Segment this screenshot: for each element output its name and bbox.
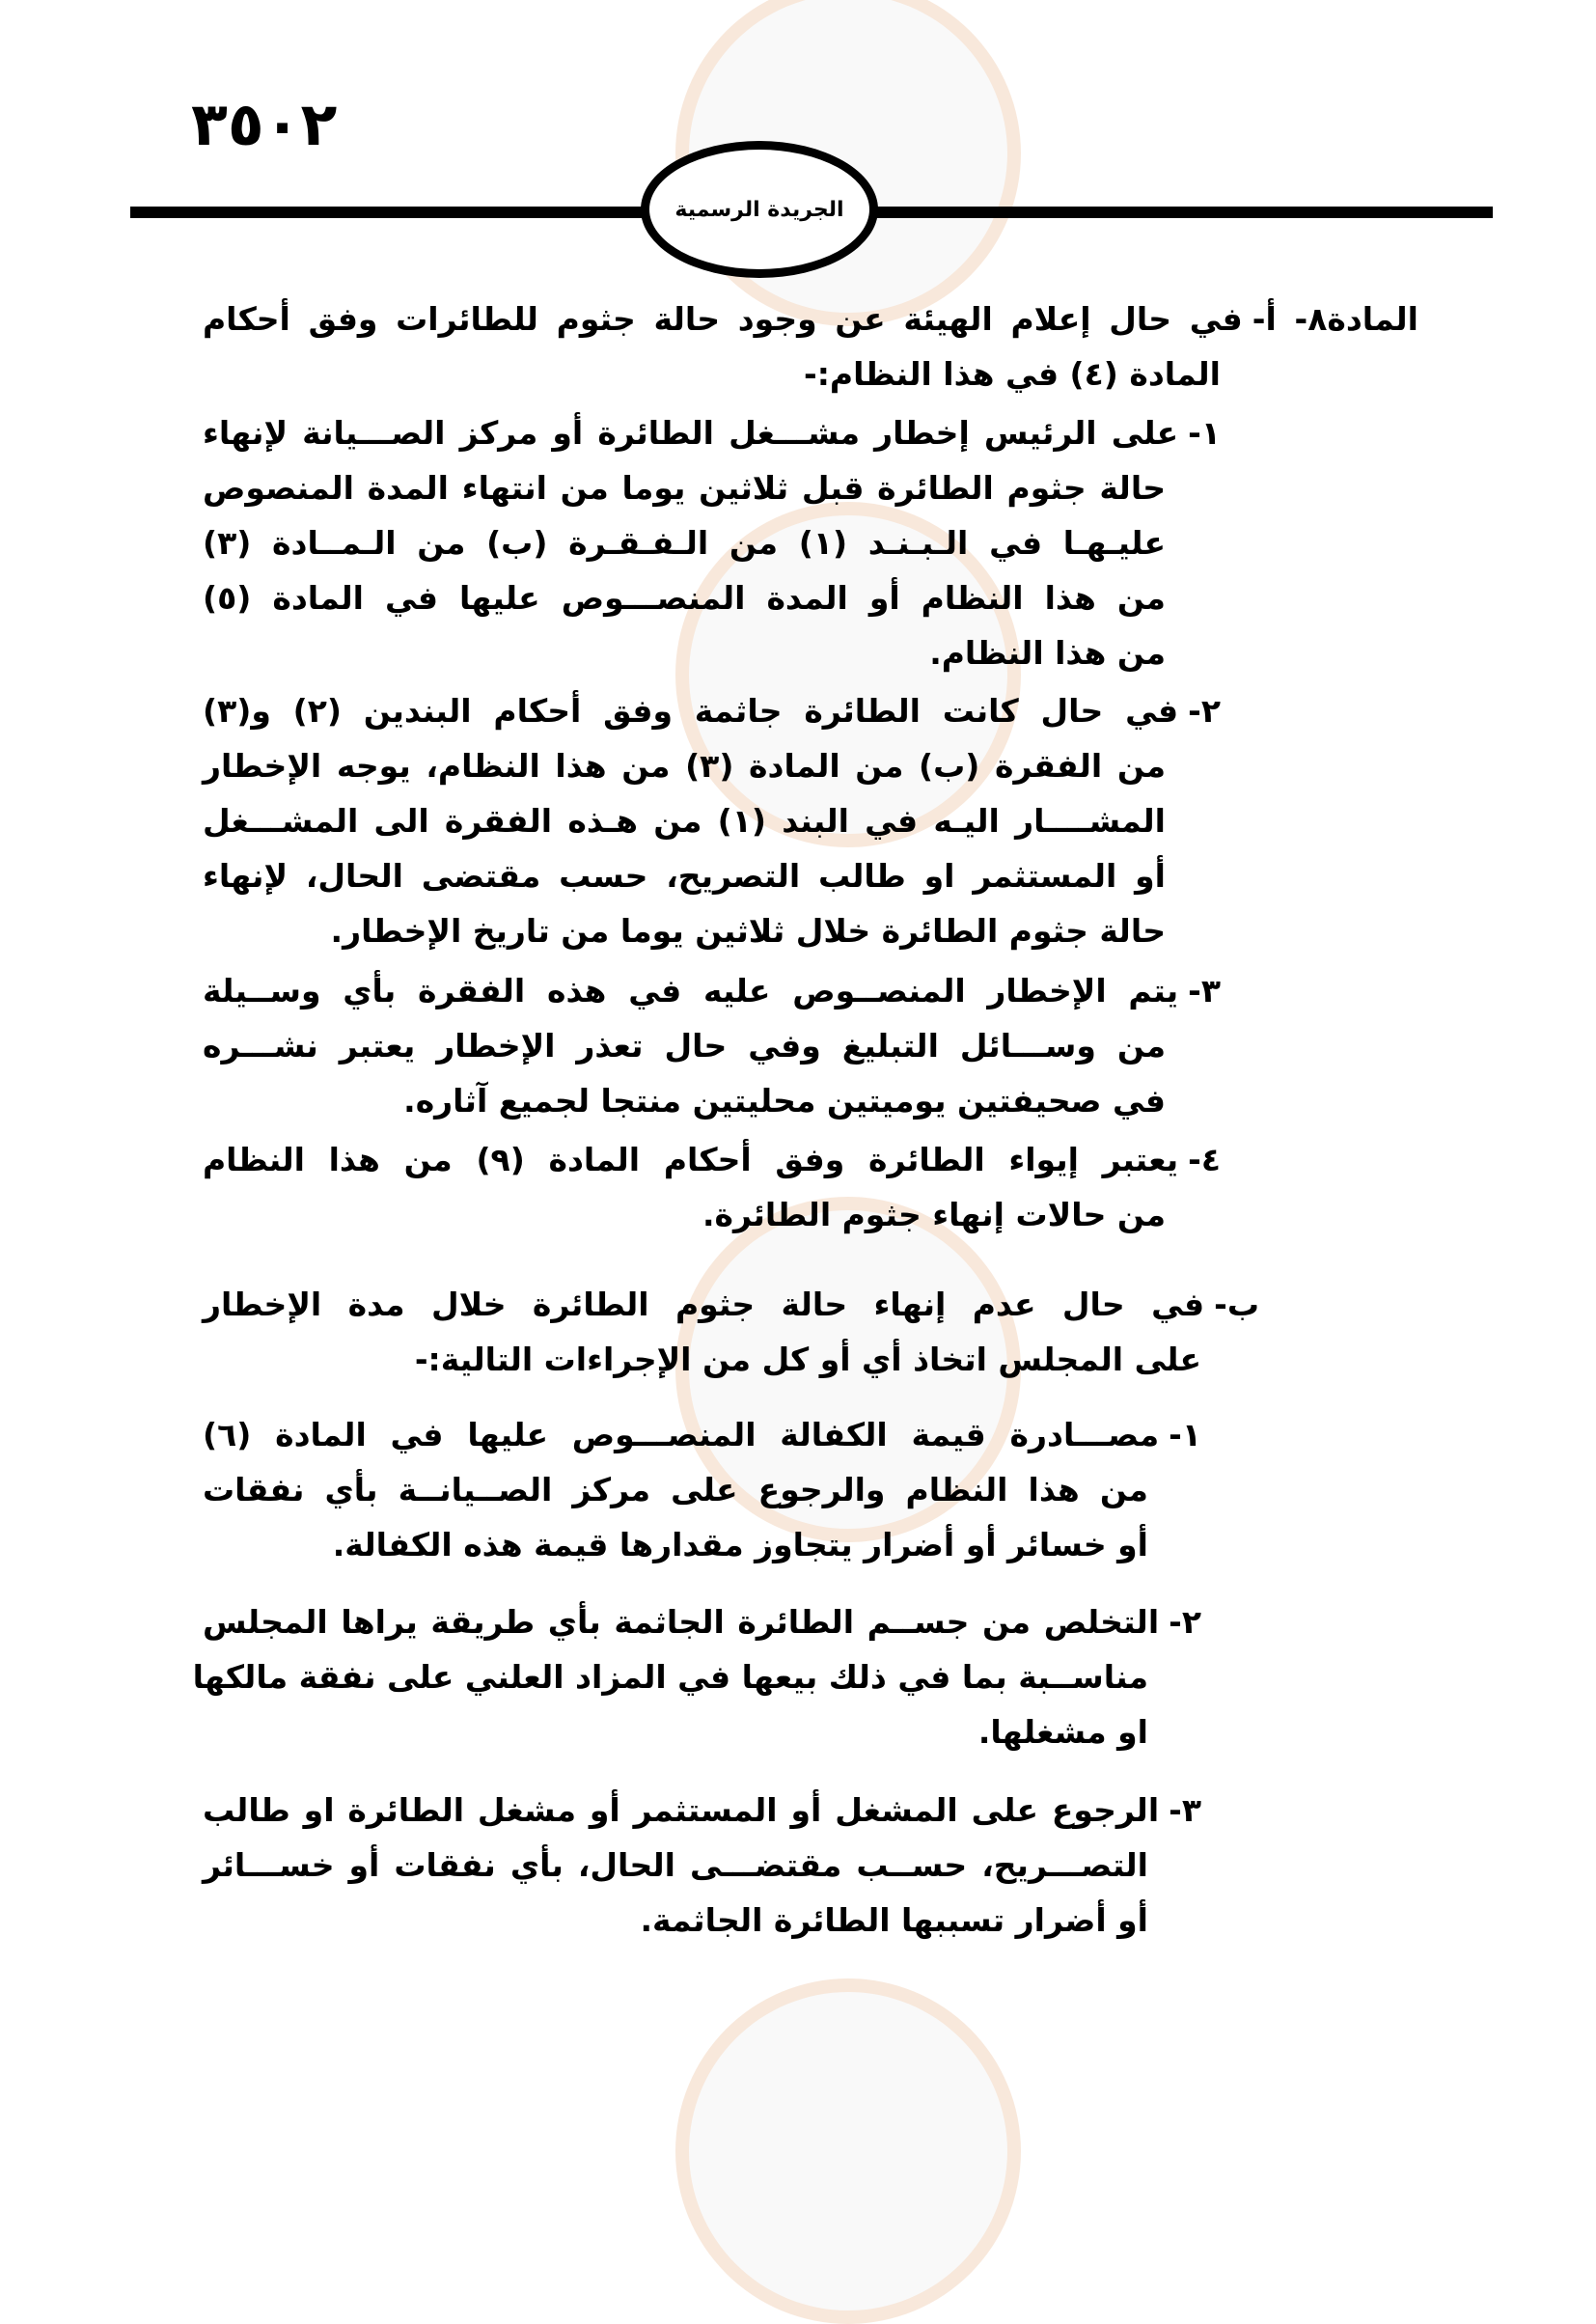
page-number: ٣٥٠٢ <box>191 89 338 159</box>
line-text: عليـهـا في الـبـنـد (١) من الـفـقـرة (ب) من الـمــادة (٣) <box>203 524 1166 562</box>
paragraph-line <box>203 1704 1148 1759</box>
paragraph-line <box>203 1132 1221 1187</box>
line-text: المادة (٤) في هذا النظام:- <box>804 355 1221 393</box>
paragraph-label: ٢- <box>1188 692 1221 730</box>
paragraph-label: المادة٨- أ- <box>1252 300 1418 338</box>
paragraph-label: ١- <box>1188 414 1221 452</box>
paragraph-line <box>203 1517 1148 1572</box>
paragraph-line <box>203 515 1166 570</box>
line-text: حالة جثوم الطائرة قبل ثلاثين يوما من انتهاء المدة المنصوص <box>203 469 1166 507</box>
paragraph-line <box>192 1649 1148 1704</box>
line-text: حالة جثوم الطائرة خلال ثلاثين يوما من تاريخ الإخطار. <box>330 912 1166 950</box>
article-paragraph <box>203 963 1596 1128</box>
paragraph-line <box>203 460 1166 515</box>
article-paragraph <box>203 1407 1596 1572</box>
paragraph-line <box>203 738 1166 793</box>
paragraph-line <box>203 1838 1148 1893</box>
paragraph-line <box>203 1594 1201 1649</box>
line-text: على المجلس اتخاذ أي أو كل من الإجراءات التالية:- <box>414 1341 1201 1378</box>
line-text: المشــــار اليـه في البند (١) من هـذه الفقرة الى المشـــغل <box>203 802 1166 840</box>
line-text: من هذا النظام. <box>929 634 1166 672</box>
paragraph-line <box>203 405 1221 460</box>
paragraph-line <box>203 625 1166 680</box>
line-text: أو خسائر أو أضرار يتجاوز مقدارها قيمة هذه الكفالة. <box>332 1526 1148 1563</box>
paragraph-label: ٤- <box>1188 1141 1222 1178</box>
header-rule-right <box>868 207 1493 218</box>
line-text: أو أضرار تسببها الطائرة الجاثمة. <box>640 1901 1148 1939</box>
gazette-title-oval <box>641 141 878 278</box>
article-paragraph <box>203 291 1596 401</box>
line-text: التصـــريح، حســب مقتضـــى الحال، بأي نفقات أو خســـائر <box>203 1846 1148 1884</box>
line-text: مناســبة بما في ذلك بيعها في المزاد العلني على نفقة مالكها <box>192 1658 1148 1696</box>
paragraph-line <box>203 683 1221 738</box>
paragraph-line <box>203 1462 1148 1517</box>
article-paragraph <box>203 405 1596 680</box>
line-text: في حال إعلام الهيئة عن وجود حالة جثوم للطائرات وفق أحكام <box>203 300 1243 338</box>
paragraph-line <box>203 963 1221 1018</box>
paragraph-label: ب- <box>1214 1286 1259 1323</box>
paragraph-line <box>203 1783 1201 1838</box>
line-text: على الرئيس إخطار مشـــغل الطائرة أو مركز الصـــيانة لإنهاء <box>203 414 1179 452</box>
line-text: في حال عدم إنهاء حالة جثوم الطائرة خلال مدة الإخطار <box>203 1286 1205 1323</box>
paragraph-line <box>203 291 1418 346</box>
header-rule-left <box>130 207 651 218</box>
article-paragraph <box>203 1277 1596 1387</box>
paragraph-line <box>203 1407 1201 1462</box>
line-text: من هذا النظام أو المدة المنصـــوص عليها في المادة (٥) <box>203 579 1166 617</box>
paragraph-line <box>203 1018 1166 1073</box>
paragraph-line <box>203 1073 1166 1128</box>
line-text: أو المستثمر او طالب التصريح، حسب مقتضى الحال، لإنهاء <box>203 857 1166 895</box>
article-paragraph <box>192 1594 1596 1759</box>
line-text: من الفقرة (ب) من المادة (٣) من هذا النظام، يوجه الإخطار <box>203 747 1166 785</box>
paragraph-line <box>203 1187 1166 1242</box>
paragraph-line <box>203 1277 1259 1332</box>
paragraph-label: ١- <box>1169 1416 1201 1453</box>
line-text: من وســـائل التبليغ وفي حال تعذر الإخطار يعتبر نشـــره <box>203 1027 1166 1065</box>
paragraph-label: ٣- <box>1188 972 1221 1010</box>
gazette-title: الجريدة الرسمية <box>674 197 844 222</box>
paragraph-line <box>203 570 1166 625</box>
line-text: من حالات إنهاء جثوم الطائرة. <box>702 1196 1166 1233</box>
line-text: مصـــادرة قيمة الكفالة المنصـــوص عليها في المادة (٦) <box>203 1416 1160 1453</box>
line-text: التخلص من جســم الطائرة الجاثمة بأي طريقة يراها المجلس <box>203 1603 1160 1641</box>
paragraph-line <box>203 903 1166 958</box>
line-text: في صحيفتين يوميتين محليتين منتجا لجميع آثاره. <box>403 1082 1166 1120</box>
paragraph-line <box>203 793 1166 848</box>
paragraph-line <box>203 1332 1201 1387</box>
line-text: او مشغلها. <box>977 1713 1148 1751</box>
article-paragraph <box>203 1132 1596 1242</box>
paragraph-line <box>203 346 1221 401</box>
line-text: يتم الإخطار المنصــوص عليه في هذه الفقرة بأي وســيلة <box>203 972 1179 1010</box>
line-text: من هذا النظام والرجوع على مركز الصــيانــة بأي نفقات <box>203 1471 1148 1508</box>
line-text: الرجوع على المشغل أو المستثمر أو مشغل الطائرة او طالب <box>203 1791 1160 1829</box>
article-paragraph <box>203 1783 1596 1948</box>
paragraph-line <box>203 1893 1148 1948</box>
line-text: في حال كانت الطائرة جاثمة وفق أحكام البندين (٢) و(٣) <box>203 692 1179 730</box>
article-paragraph <box>203 683 1596 958</box>
paragraph-label: ٣- <box>1169 1791 1201 1829</box>
paragraph-line <box>203 848 1166 903</box>
line-text: يعتبر إيواء الطائرة وفق أحكام المادة (٩) من هذا النظام <box>203 1141 1179 1178</box>
paragraph-label: ٢- <box>1169 1603 1201 1641</box>
